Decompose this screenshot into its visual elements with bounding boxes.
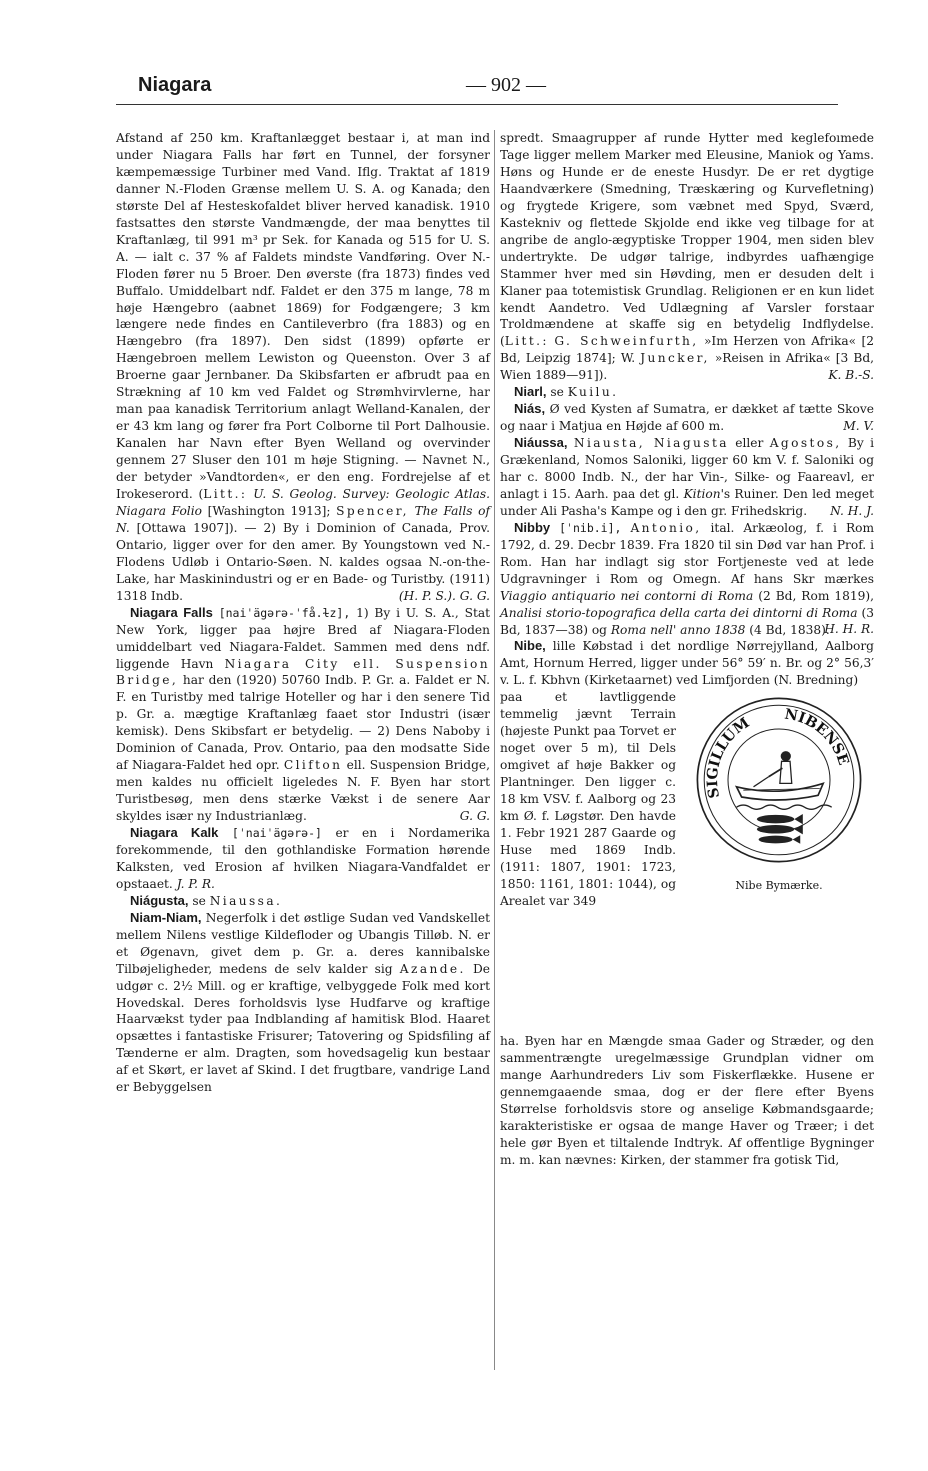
headword: Niagara Falls (130, 604, 213, 620)
headword: Nibe, (514, 638, 546, 654)
right-column (500, 130, 874, 1169)
seal-legend-left: SIGILLUM (703, 714, 753, 801)
signature: J. P. R. (176, 876, 215, 891)
entry-nibby: Nibby [ˈnib.i], Antonio, ital. Arkæolog, f. i Rom 1792, d. 29. Decbr 1839. Fra 1820 til sin Død var han Prof. i Rom. Han har indlagt sig stor Fortjeneste ved at lede Udgravninger i Rom og Omegn. Af hans Skr mærkes Viaggio antiquario nei contorni di Roma (2 Bd, Rom 1819), Analisi storio-topografica della carta dei dintorni di Roma (3 Bd, 1837—38) og Roma nell' anno 1838 (4 Bd, 1838). H. H. R. (500, 519, 875, 637)
headword: Niam-Niam, (130, 909, 202, 925)
nibe-figure-block (500, 689, 874, 909)
signature: (H. P. S.). G. G. (398, 588, 490, 603)
cross-reference: Kuilu. (567, 385, 619, 400)
entry-nias: Niás, Ø ved Kysten af Sumatra, er dækket af tætte Skove og naar i Matjua en Højde af 600 m. M. V. (500, 401, 874, 434)
page-number: — 902 — (466, 74, 546, 96)
entry-niagara-kalk: Niagara Kalk [ˈnaiˈägərə-] er en i Nordamerika forekommende, til den gothlandiske Formation hørende Kalksten, ved Erosion af hvilken Niagara-Vandfaldet er opstaaet. J. P. R. (116, 824, 491, 891)
entry-niam-niam: Niam-Niam, Negerfolk i det østlige Sudan ved Vandskellet mellem Nilens vestlige Kildefloder og Ubangis Tilløb. N. er et Øgenavn, givet dem p. Gr. a. deres kannibalske Tilbøjeligheder, medens de selv kalder sig Azande. De udgør c. 2½ Mill. og er kraftige, velbyggede Folk med kort Hovedskal. Deres forholdsvis lyse Hudfarve og kraftige Haarvækst tyder paa Indblanding af hamitisk Blod. Haaret opsættes i fantastiske Frisurer; Tatovering og Spidsfiling af Tænderne er alm. Dragten, som hovedsagelig kun bestaar af et Skørt, er lavet af Skind. I det frugtbare, vandrige Land er Bebyggelsen (116, 909, 491, 1095)
figure-nibe-seal (684, 691, 874, 1031)
nibe-seal-image (694, 695, 864, 865)
head-word: Niagara (138, 74, 212, 96)
left-column (116, 130, 490, 1096)
entry-nibe-wrapped: paa et lavtliggende temmelig jævnt Terrain (højeste Punkt paa Torvet er noget over 5 m), til Dels omgivet af høje Bakker og Plantninger. Den ligger c. 18 km VSV. f. Aalborg og 23 km Ø. f. Løgstør. Den havde 1. Febr 1921 287 Gaarde og Huse med 1869 Indb. (1911: 1807, 1901: 1723, 1850: 1161, 1801: 1044), og Arealet var 349 (500, 690, 676, 908)
entry-niagusta: Niágusta, se Niaussa. (130, 892, 283, 908)
entry-niarl: Niarl, se Kuilu. (514, 384, 619, 400)
entry-niaussa: Niáussa, Niausta, Niagusta eller Agostos, By i Grækenland, Nomos Saloniki, ligger 60 km V. f. Saloniki og har c. 8000 Indb. N., der har Vin-, Silke- og Faareavl, er anlagt i 15. Aarh. paa det gl. Kition's Ruiner. Den led meget under Ali Pasha's Kampe og i den gr. Frihedskrig. N. H. J. (500, 435, 874, 518)
entry-continuation: spredt. Smaagrupper af runde Hytter med keglefoımede Tage ligger mellem Marker med Eleusine, Maniok og Yams. Høns og Hunde er de eneste Husdyr. De er ret dygtige Haandværkere (Smedning, Træskæring og Kurvefletning) og frygtede Krigere, som væbnet med Spyd, Sværd, Kastekniv og flettede Skjolde end ikke veg tilbage for at angribe de anglo-ægyptiske Tropper 1904, men siden blev undertrykte. De udgør talrige, indbyrdes uafhængige Stammer hver med sin Høvding, men er desuden delt i Klaner paa totemistisk Grundlag. Religionen er en kun lidet kendt Aandetro. Ved Udlægning af Varsler forstaar Troldmændene at skaffe sig en betydelig Indflydelse. (Litt.: G. Schweinfurth, »Im Herzen von Afrika« [2 Bd, Leipzig 1874]; W. Juncker, »Reisen in Afrika« [3 Bd, Wien 1889—91]). K. B.-S. (500, 131, 875, 383)
headword: Nibby (514, 519, 551, 535)
entry-nibe: Nibe, lille Købstad i det nordlige Nørrejylland, Aalborg Amt, Hornum Herred, ligger under 56° 59′ n. Br. og 2° 56,3′ v. L. f. Kbhvn (Kirketaarnet) ved Limfjorden (N. Bredning) (500, 638, 874, 688)
entry-nibe-continued: ha. Byen har en Mængde smaa Gader og Stræder, og den sammentrængte uregelmæssige Grundplan vidner om mange Aarhundreders Liv som Fiskerflække. Husene er gennemgaaende smaa, dog er der flere efter Byens Størrelse forholdsvis store og anselige Købmandsgaarde; karakteristiske er ogsaa de mange Haver og Træer; i det hele gør Byen et tiltalende Indtryk. Af offentlige Bygninger m. m. kan nævnes: Kirken, der stammer fra gotisk Tid, (500, 1034, 874, 1167)
signature: N. H. J. (830, 503, 874, 518)
figure-caption: Nibe Bymærke. (735, 879, 823, 893)
column-divider (494, 130, 495, 1370)
headword: Niáussa, (514, 435, 568, 451)
headword: Niagara Kalk (130, 824, 219, 840)
seal-legend-right: NIBENSE (783, 705, 853, 768)
signature: H. H. R. (824, 622, 874, 637)
signature: G. G. (459, 809, 490, 824)
entry-niagara-falls: Niagara Falls [naiˈägərə-ˈfå.ɫz], 1) By i U. S. A., Stat New York, ligger paa højre Bred af Niagara-Floden umiddelbart ved Niagara-Faldet. Sammen med dens ndf. liggende Havn Niagara City ell. Suspension Bridge, har den (1920) 50760 Indb. P. Gr. a. Faldet er N. F. en Turistby med talrige Hoteller og har i den senere Tid p. Gr. a. mægtige Kraftanlæg faaet stor Industri (især kemisk). Dens Skibsfart er betydelig. — 2) Dens Naboby i Dominion of Canada, Prov. Ontario, paa den modsatte Side af Niagara-Faldet hed opr. Clifton ell. Suspension Bridge, men kaldes nu officielt ligeledes N. F. Byen har stort Turistbesøg, men dens stærke Vækst i de senere Aar skyldes især ny Industrianlæg. G. G. (116, 604, 491, 824)
headword: Niágusta, (130, 892, 189, 908)
cross-reference: Niaussa. (209, 893, 283, 908)
signature: K. B.-S. (828, 368, 874, 383)
headword: Niás, (514, 401, 546, 417)
signature: M. V. (843, 419, 874, 434)
running-head (116, 72, 838, 105)
headword: Niarl, (514, 384, 547, 400)
entry-continuation: Afstand af 250 km. Kraftanlægget bestaar i, at man ind under Niagara Falls har ført en Tunnel, der forsyner kæmpemæssige Turbiner med Vand. Iflg. Traktat af 1819 danner N.-Floden Grænse mellem U. S. A. og Kanada; den største Del af Hesteskofaldet bliver herved kanadisk. 1910 fastsattes den største Vandmængde, der maa benyttes til Kraftanlæg, til 991 m³ pr Sek. for Kanada og 515 for U. S. A. — ialt c. 37 % af Faldets mindste Vandføring. Over N.-Floden fører nu 5 Broer. Den øverste (fra 1873) findes ved Buffalo. Umiddelbart ndf. Faldet er den 375 m lange, 78 m høje Hængebro (aabnet 1869) for Fodgængere; 3 km længere nede findes en Cantileverbro (fra 1883) og en Hængebro (fra 1897). Den sidst (1899) opførte er Hængebroen mellem Lewiston og Queenston. Over 3 af Broerne gaar Jernbaner. Da Skibsfarten er afbrudt paa en Strækning af 10 km ved Faldet og Strømhvirvlerne, har man paa kanadisk Territorium anlagt Welland-Kanalen, der er 43 km lang og fører fra Port Colborne til Port Dalhousie. Kanalen har Navn efter Byen Welland og overvinder gennem 27 Sluser den 101 m høje Stigning. — Navnet N., der betyder »Vandtorden«, er den eng. Fordrejelse af et Irokeserord. (Litt.: U. S. Geolog. Survey: Geologic Atlas. Niagara Folio [Washington 1913]; Spencer, The Falls of N. [Ottawa 1907]). — 2) By i Dominion of Canada, Prov. Ontario, ligger over for den amer. By Youngstown ved N.-Flodens Udløb i Ontario-Søen. N. kaldes ogsaa N.-on-the-Lake, har Maskinindustri og er en Bade- og Turistby. (1911) 1318 Indb. (H. P. S.). G. G. (116, 131, 491, 603)
